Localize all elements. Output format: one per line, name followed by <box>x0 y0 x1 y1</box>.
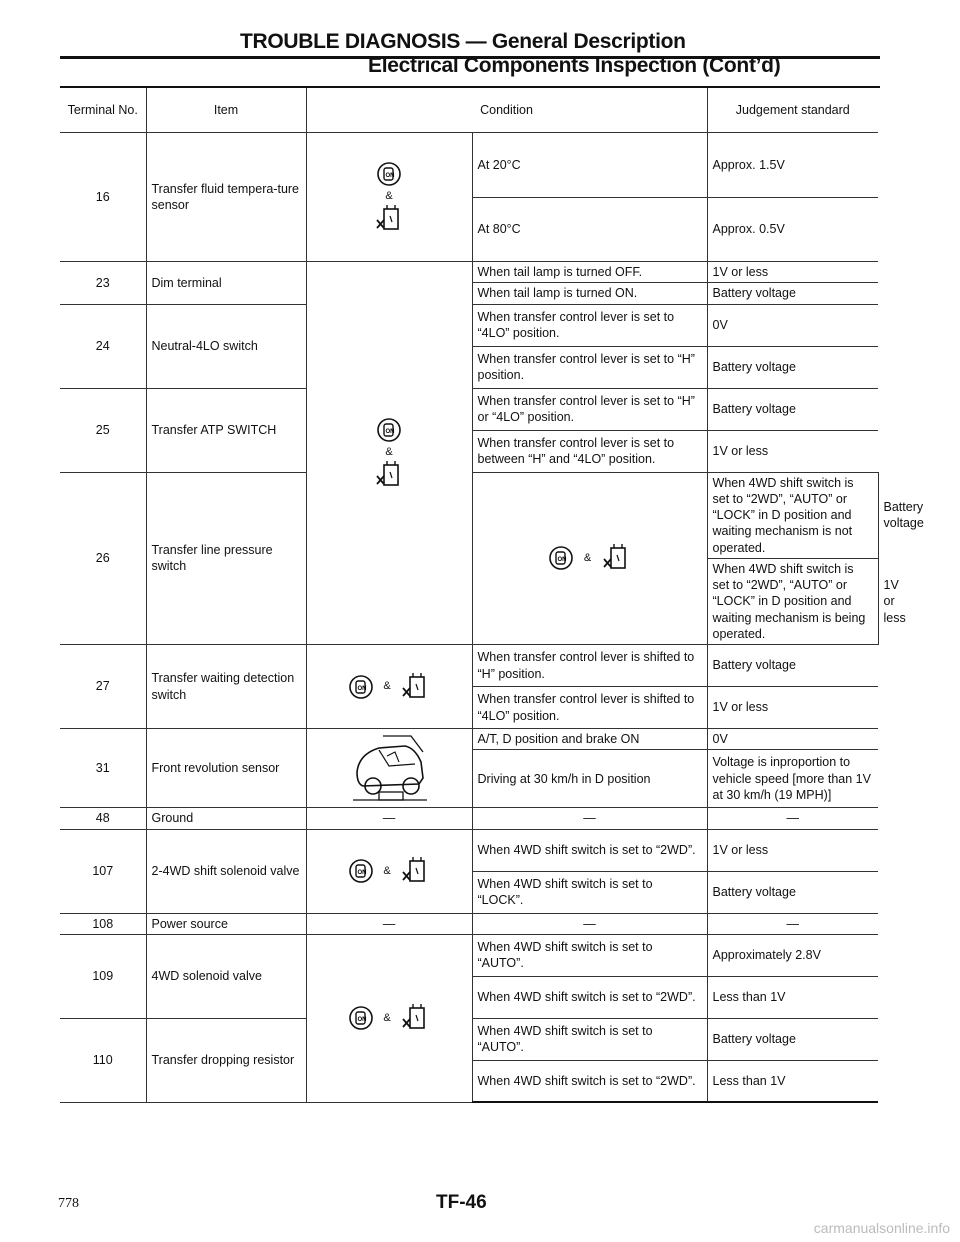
ignition-on-icon <box>376 160 402 188</box>
connector-icon <box>400 672 430 702</box>
page-title: TROUBLE DIAGNOSIS — General Description <box>240 30 686 53</box>
table-row: When transfer control lever is set to between “H” and “4LO” position. 1V or less <box>60 430 878 472</box>
table-row: When transfer control lever is shifted to “4LO” position. 1V or less <box>60 687 878 729</box>
connector-icon <box>374 204 404 234</box>
table-row: 108 Power source — — — <box>60 913 878 934</box>
watermark: carmanualsonline.info <box>813 1220 950 1236</box>
table-row: 27 Transfer waiting detection switch ON & When transfer control lever is shifted to “H” position. Battery voltage <box>60 645 878 687</box>
ignition-on-icon <box>348 673 374 701</box>
col-judgement: Judgement standard <box>707 88 878 133</box>
svg-text:ON: ON <box>357 685 367 692</box>
table-row: 110 Transfer dropping resistor When 4WD shift switch is set to “AUTO”. Battery voltage <box>60 1018 878 1060</box>
ignition-on-icon <box>376 416 402 444</box>
table-row: When 4WD shift switch is set to “2WD”, “AUTO” or “LOCK” in D position and waiting mechanism is being operated. 1V or less <box>60 558 878 644</box>
car-on-lift-icon <box>349 732 429 804</box>
table-row: 107 2-4WD shift solenoid valve ON & When 4WD shift switch is set to “2WD”. 1V or less <box>60 829 878 871</box>
col-terminal: Terminal No. <box>60 88 146 133</box>
page-subtitle: Electrical Components Inspection (Cont’d) <box>368 54 781 77</box>
table-row: 23 Dim terminal ON & When tail lamp is turned OFF. 1V or less <box>60 262 878 283</box>
svg-text:ON: ON <box>357 1017 367 1024</box>
svg-text:ON: ON <box>357 870 367 876</box>
ignition-on-icon <box>548 544 574 572</box>
page-code: TF-46 <box>436 1192 487 1213</box>
connector-icon <box>400 1003 430 1033</box>
table-row: 48 Ground — — — <box>60 808 878 829</box>
connector-icon <box>400 856 430 886</box>
table-row: When transfer control lever is set to “H” position. Battery voltage <box>60 346 878 388</box>
table-row: 109 4WD solenoid valve ON & When 4WD shift switch is set to “AUTO”. Approximately 2.8V <box>60 934 878 976</box>
connector-icon <box>374 460 404 490</box>
table-row: When 4WD shift switch is set to “2WD”. Less than 1V <box>60 976 878 1018</box>
table-row: 31 Front revolution sensor A/T, D position and brake ON 0V <box>60 729 878 750</box>
ignition-on-icon <box>348 857 374 885</box>
ignition-on-icon <box>348 1004 374 1032</box>
page-number: 778 <box>58 1196 79 1211</box>
col-condition: Condition <box>306 88 707 133</box>
table-row: 16 Transfer fluid tempera-ture sensor ON & At 20°C Approx. 1.5V <box>60 133 878 198</box>
svg-text:ON: ON <box>385 428 395 435</box>
table-row: 25 Transfer ATP SWITCH When transfer control lever is set to “H” or “4LO” position. Battery voltage <box>60 388 878 430</box>
table-row: 24 Neutral-4LO switch When transfer control lever is set to “4LO” position. 0V <box>60 304 878 346</box>
table-header <box>60 88 878 133</box>
col-item: Item <box>146 88 306 133</box>
table-row: Driving at 30 km/h in D position Voltage is inproportion to vehicle speed [more than 1V at 30 km/h (19 MPH)] <box>60 750 878 808</box>
table-row: When 4WD shift switch is set to “2WD”. Less than 1V <box>60 1060 878 1102</box>
table-row: When 4WD shift switch is set to “LOCK”. Battery voltage <box>60 871 878 913</box>
table-row: At 80°C Approx. 0.5V <box>60 198 878 262</box>
inspection-table <box>60 88 924 1103</box>
table-row: 26 Transfer line pressure switch ON & When 4WD shift switch is set to “2WD”, “AUTO” or “LOCK” in D position and waiting mechanism is not operated. Battery voltage <box>60 472 878 558</box>
table-row: When tail lamp is turned ON. Battery voltage <box>60 283 878 304</box>
svg-text:ON: ON <box>557 557 567 564</box>
svg-text:ON: ON <box>385 172 395 179</box>
connector-icon <box>601 543 631 573</box>
